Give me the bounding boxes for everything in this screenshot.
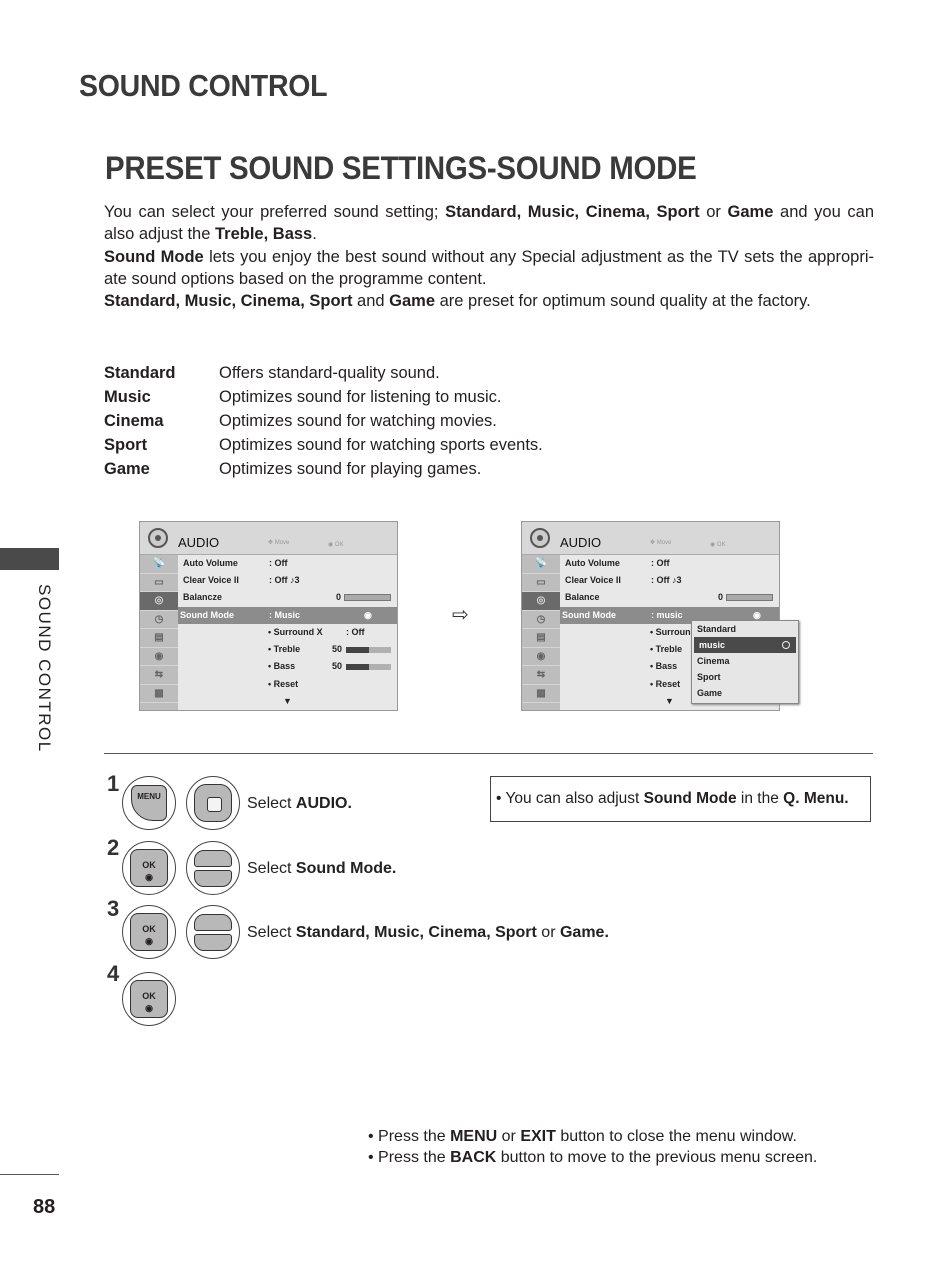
up-arrow-icon <box>194 850 232 867</box>
nav-pad-updown <box>186 841 240 895</box>
satellite-icon[interactable]: 📡 <box>140 555 178 574</box>
ok-button <box>122 905 176 959</box>
options-icon[interactable]: ▤ <box>522 629 560 648</box>
dropdown-option-cinema[interactable]: Cinema <box>697 656 730 666</box>
ok-button-key: OK ◉ <box>130 913 168 951</box>
menu-row-bass[interactable]: • Bass 50 <box>178 658 397 675</box>
nav-pad-updown <box>186 905 240 959</box>
ok-hint: ◉ OK <box>710 542 726 548</box>
menu-button <box>122 776 176 830</box>
speaker-icon <box>148 528 168 548</box>
menu-row-surround[interactable]: • Surroun <box>650 627 691 637</box>
menu-row-clear-voice[interactable]: Clear Voice II : Off ♪3 <box>183 575 300 585</box>
scroll-down-icon[interactable]: ▼ <box>283 696 292 706</box>
menu-row-auto-volume[interactable]: Auto Volume : Off <box>565 558 670 568</box>
step-number: 1 <box>107 771 120 796</box>
mode-item: Music Optimizes sound for listening to music. <box>104 388 502 406</box>
mode-item: Standard Offers standard-quality sound. <box>104 364 440 382</box>
page-heading: PRESET SOUND SETTINGS-SOUND MODE <box>105 150 697 186</box>
section-title: SOUND CONTROL <box>79 68 328 103</box>
up-arrow-icon <box>194 914 232 931</box>
nav-arrows-icon <box>194 784 232 822</box>
selected-radio-icon <box>782 641 790 649</box>
page-number: 88 <box>33 1196 56 1218</box>
ok-radio-icon: ◉ <box>753 610 761 620</box>
clapboard-icon[interactable]: ▩ <box>140 685 178 704</box>
tv-menu-title: AUDIO <box>178 535 220 550</box>
note-box: • You can also adjust Sound Mode in the Q. Menu. <box>490 776 871 822</box>
page-number-rule <box>0 1174 59 1175</box>
menu-row-treble[interactable]: • Treble <box>650 644 683 654</box>
dropdown-option-standard[interactable]: Standard <box>697 624 737 634</box>
mode-item: Sport Optimizes sound for watching sports events. <box>104 436 543 454</box>
clock-icon[interactable]: ◷ <box>522 611 560 630</box>
mode-item: Cinema Optimizes sound for watching movies. <box>104 412 497 430</box>
ok-button-key: OK ◉ <box>130 849 168 887</box>
treble-slider[interactable] <box>346 647 391 653</box>
ok-radio-icon: ◉ <box>364 610 372 620</box>
menu-row-sound-mode[interactable]: Sound Mode : music ◉ <box>560 607 779 624</box>
tv-audio-menu-before <box>139 521 398 711</box>
balance-slider[interactable] <box>726 594 773 601</box>
tv-audio-menu-after <box>521 521 780 711</box>
menu-row-reset[interactable]: • Reset <box>650 679 681 689</box>
tv-menu-header <box>522 522 779 555</box>
menu-row-sound-mode[interactable]: Sound Mode : Music ◉ <box>178 607 397 624</box>
menu-row-balance[interactable]: Balancze 0 <box>178 589 397 606</box>
lock-icon[interactable]: ◉ <box>140 648 178 667</box>
mode-list <box>104 361 543 481</box>
arrow-right-icon: ⇨ <box>452 604 469 626</box>
lock-icon[interactable]: ◉ <box>522 648 560 667</box>
menu-button-key: MENU <box>131 785 167 821</box>
dropdown-option-game[interactable]: Game <box>697 688 723 698</box>
tv-menu-sidebar <box>140 555 178 710</box>
bass-slider[interactable] <box>346 664 391 670</box>
intro-paragraph-2: Sound Mode lets you enjoy the best sound without any Special adjustment as the TV sets the appropri-ate sound options based on the programme content. <box>104 247 875 288</box>
side-tab-marker <box>0 548 59 570</box>
clapboard-icon[interactable]: ▩ <box>522 685 560 704</box>
step-number: 4 <box>107 961 120 986</box>
intro-paragraph-3: Standard, Music, Cinema, Sport and Game are preset for optimum sound quality at the factory. <box>104 292 811 311</box>
menu-row-treble[interactable]: • Treble 50 <box>178 641 397 658</box>
nav-pad-4way <box>186 776 240 830</box>
scroll-down-icon[interactable]: ▼ <box>665 696 674 706</box>
step-2-text: Select Sound Mode. <box>247 860 397 877</box>
side-section-label: SOUND CONTROL <box>35 584 54 753</box>
dropdown-option-sport[interactable]: Sport <box>697 672 721 682</box>
intro-paragraph-1: You can select your preferred sound setting; Standard, Music, Cinema, Sport or Game and you can also adjust the Treble, Bass. <box>104 203 874 244</box>
balance-slider[interactable] <box>344 594 391 601</box>
down-arrow-icon <box>194 870 232 887</box>
ok-hint: ◉ OK <box>328 542 344 548</box>
options-icon[interactable]: ▤ <box>140 629 178 648</box>
menu-row-reset[interactable]: • Reset <box>268 679 299 689</box>
input-icon[interactable]: ⇆ <box>140 666 178 685</box>
tv-menu-title: AUDIO <box>560 535 602 550</box>
sound-mode-dropdown[interactable] <box>691 620 799 704</box>
satellite-icon[interactable]: 📡 <box>522 555 560 574</box>
ok-button <box>122 841 176 895</box>
menu-row-bass[interactable]: • Bass <box>650 661 678 671</box>
footer-note: • Press the MENU or EXIT button to close the menu window. <box>368 1128 797 1145</box>
tv-menu-header <box>140 522 397 555</box>
speaker-icon <box>530 528 550 548</box>
mode-item: Game Optimizes sound for playing games. <box>104 460 482 478</box>
picture-icon[interactable]: ▭ <box>140 574 178 593</box>
menu-row-clear-voice[interactable]: Clear Voice II : Off ♪3 <box>565 575 682 585</box>
dropdown-option-music[interactable]: music <box>694 637 796 653</box>
footer-notes <box>368 1127 817 1168</box>
tv-menu-sidebar <box>522 555 560 710</box>
input-icon[interactable]: ⇆ <box>522 666 560 685</box>
down-arrow-icon <box>194 934 232 951</box>
step-number: 2 <box>107 835 120 860</box>
move-hint: ✥ Move <box>650 540 672 546</box>
clock-icon[interactable]: ◷ <box>140 611 178 630</box>
footer-note: • Press the BACK button to move to the previous menu screen. <box>368 1148 818 1166</box>
picture-icon[interactable]: ▭ <box>522 574 560 593</box>
ok-button <box>122 972 176 1026</box>
section-divider <box>104 753 873 754</box>
audio-icon[interactable]: ◎ <box>140 592 178 611</box>
menu-row-surround[interactable]: • Surround X : Off <box>268 627 365 637</box>
step-3-text: Select Standard, Music, Cinema, Sport or Game. <box>247 924 609 941</box>
intro-text <box>104 201 874 312</box>
ok-button-key: OK ◉ <box>130 980 168 1018</box>
move-hint: ✥ Move <box>268 540 290 546</box>
step-number: 3 <box>107 896 120 921</box>
menu-row-balance[interactable]: Balance 0 <box>560 589 779 606</box>
step-1-text: Select AUDIO. <box>247 795 352 812</box>
audio-icon[interactable]: ◎ <box>522 592 560 611</box>
menu-row-auto-volume[interactable]: Auto Volume : Off <box>183 558 288 568</box>
